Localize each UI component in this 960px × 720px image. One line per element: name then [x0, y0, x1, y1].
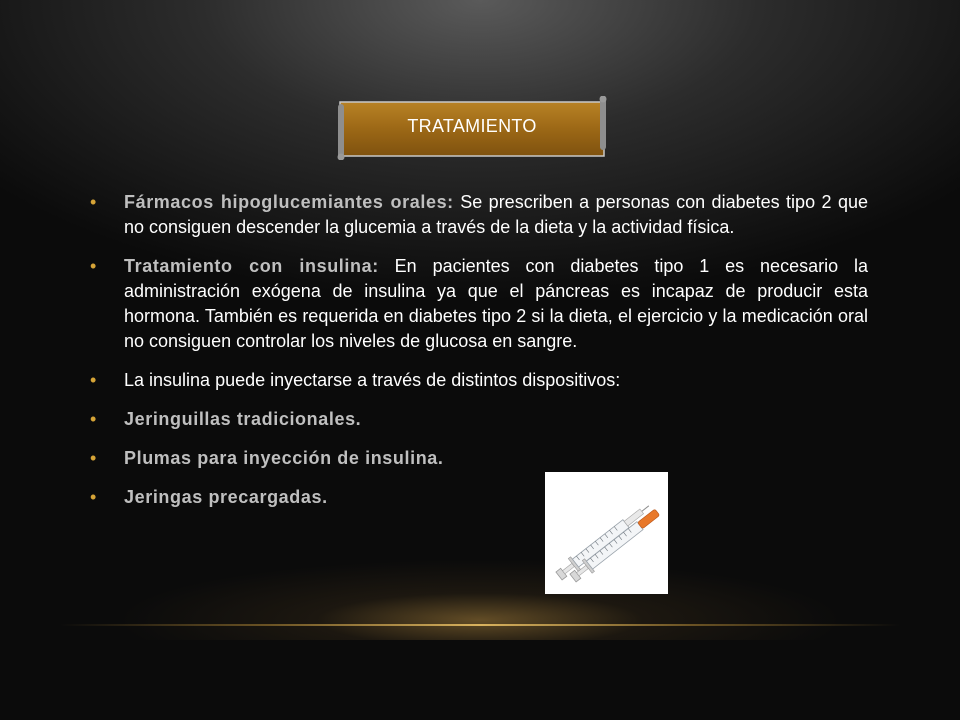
syringes-image: [545, 472, 668, 594]
bullet-icon: •: [90, 192, 97, 212]
item-label: Jeringas precargadas.: [124, 487, 328, 507]
list-item: [90, 485, 868, 510]
bottom-glow: [0, 520, 960, 640]
bullet-icon: •: [90, 487, 97, 507]
title-banner: [334, 96, 610, 160]
list-item: [90, 407, 868, 432]
slide-title: TRATAMIENTO: [407, 116, 537, 136]
item-label: Plumas para inyección de insulina.: [124, 448, 444, 468]
item-label: Jeringuillas tradicionales.: [124, 409, 362, 429]
item-text: La insulina puede inyectarse a través de distintos dispositivos:: [124, 370, 621, 390]
bullet-icon: •: [90, 256, 97, 276]
item-text: Se prescriben a personas con diabetes tipo 2 que no consiguen descender la glucemia a través de la dieta y la actividad física.: [124, 192, 868, 237]
bullet-icon: •: [90, 409, 97, 429]
syringes-icon: [545, 472, 668, 594]
bottom-glow-line: [60, 624, 900, 626]
list-item: [90, 254, 868, 354]
bullet-icon: •: [90, 448, 97, 468]
list-item: [90, 368, 868, 393]
bullet-list: [90, 190, 868, 524]
list-item: [90, 446, 868, 471]
item-label: Fármacos hipoglucemiantes orales:: [124, 192, 454, 212]
item-text: En pacientes con diabetes tipo 1 es necesario la administración exógena de insulina ya que el páncreas es incapaz de producir esta hormona. También es requerida en diabetes tipo 2 si la dieta, el ejercicio y la medicación oral no consiguen controlar los niveles de glucosa en sangre.: [124, 256, 868, 351]
bullet-icon: •: [90, 370, 97, 390]
item-label: Tratamiento con insulina:: [124, 256, 379, 276]
list-item: [90, 190, 868, 240]
